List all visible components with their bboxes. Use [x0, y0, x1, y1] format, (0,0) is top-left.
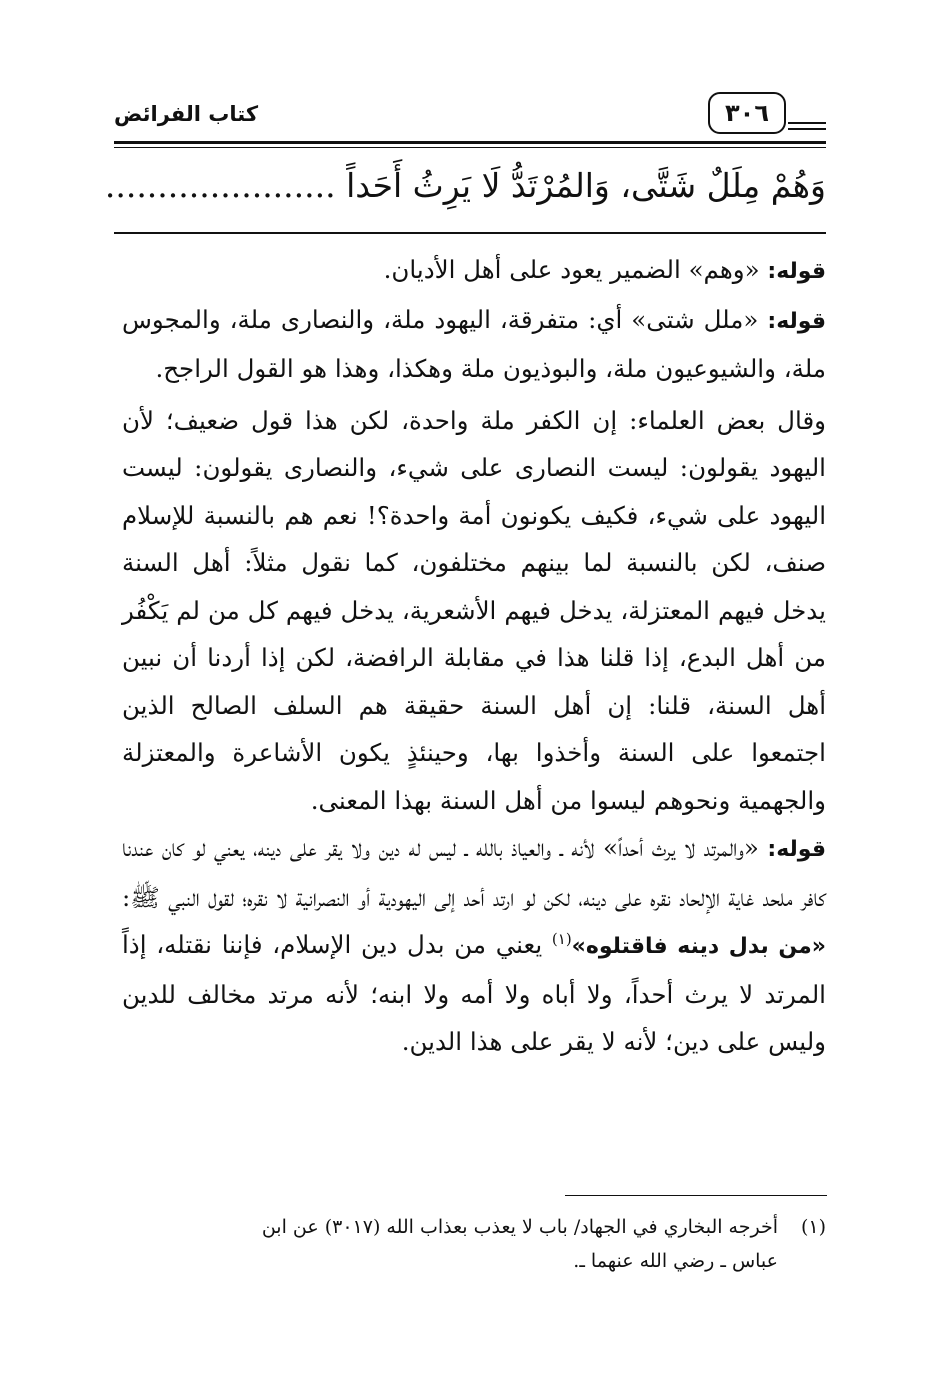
header-rule-thick — [114, 141, 826, 144]
paragraph-label: قوله: — [767, 308, 826, 334]
footnote-text: أخرجه البخاري في الجهاد/ باب لا يعذب بعذاب الله (٣٠١٧) عن ابن — [261, 1216, 778, 1238]
running-title: كتاب الفرائض — [114, 102, 259, 126]
hadith-quote: «من بدل دينه فاقتلوه» — [571, 934, 826, 959]
commentary-body — [122, 246, 826, 1066]
footnote-ref: (١) — [551, 929, 572, 948]
footnote-line — [122, 1210, 826, 1244]
page-number-badge — [708, 92, 786, 134]
paragraph — [122, 296, 826, 393]
footnote-number: (١) — [800, 1216, 826, 1238]
paragraph-text: «ملل شتى» أي: متفرقة، اليهود ملة، والنصارى ملة، والمجوس ملة، والشيوعيون ملة، والبوذيون ملة وهكذا، وهذا هو القول الراجح. — [122, 304, 826, 383]
page-number: ٣٠٦ — [725, 99, 769, 127]
matn-text: وَهُمْ مِلَلٌ شَتَّى، وَالمُرْتَدُّ لَا يَرِثُ أَحَداً ...................... — [104, 166, 826, 205]
header-rule-thin — [114, 147, 826, 148]
paragraph — [122, 246, 826, 296]
paragraph — [122, 824, 826, 1066]
paragraph-text: «والمرتد لا يرث أحداً» لأنه ـ والعياذ بالله ـ ليس له دين ولا يقر على دينه، يعني لو كان عندنا كافر ملحد غاية الإلحاد نقره على دينه، لكن لو ارتد أحد إلى اليهودية أو النصرانية لا نقره؛ لقول النبي ﷺ: — [122, 833, 826, 912]
header-ornament — [788, 122, 826, 134]
paragraph-label: قوله: — [767, 259, 826, 284]
paragraph-text: «وهم» الضمير يعود على أهل الأديان. — [383, 255, 768, 284]
paragraph-text: وقال بعض العلماء: إن الكفر ملة واحدة، لكن هذا قول ضعيف؛ لأن اليهود يقولون: ليست النصارى على شيء، والنصارى يقولون: ليست اليهود على شيء، فكيف يكونون أمة واحدة؟! نعم هم بالنسبة للإسلام صنف، لكن بالنسبة لما بينهم مختلفون، كما نقول مثلاً: أهل السنة يدخل فيهم المعتزلة، يدخل فيهم الأشعرية، يدخل فيهم كل من لم يَكْفُر من أهل البدع، إذا قلنا هذا في مقابلة الرافضة، لكن إذا أردنا أن نبين أهل السنة، قلنا: إن أهل السنة حقيقة هم السلف الصالح الذين اجتمعوا على السنة وأخذوا بها، وحينئذٍ يكون الأشاعرة والمعتزلة والجهمية ونحوهم ليسوا من أهل السنة بهذا المعنى. — [122, 405, 826, 815]
paragraph-label: قوله: — [767, 837, 826, 862]
footnote-line: عباس ـ رضي الله عنهما ـ. — [573, 1250, 778, 1272]
paragraph — [122, 397, 826, 825]
footnote — [122, 1210, 826, 1278]
matn-divider — [114, 232, 826, 234]
paragraph-text: يعني من بدل دين الإسلام، فإننا نقتله، إذاً المرتد لا يرث أحداً، ولا أباه ولا أمه ولا ابنه؛ لأنه مرتد مخالف للدين وليس على دين؛ لأنه لا يقر على هذا الدين. — [122, 930, 826, 1056]
footnote-divider — [565, 1195, 827, 1196]
